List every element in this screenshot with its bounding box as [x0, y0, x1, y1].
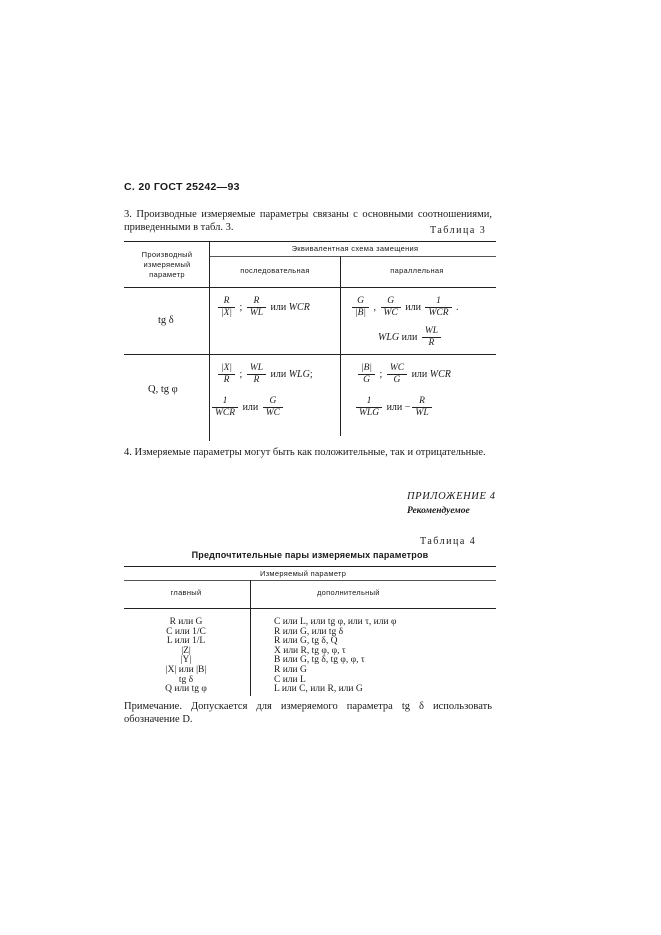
formula-row1-parallel-2: WLG или $\frac{WL}{R}$ — [378, 326, 443, 350]
paragraph-4: 4. Измеряемые параметры могут быть как положительные, так и отрицательные. — [124, 447, 486, 458]
appendix-subtitle: Рекомендуемое — [407, 506, 470, 516]
table4-extra-item: R или G — [274, 664, 307, 675]
table4-extra-item: X или R, tg φ, φ, τ — [274, 645, 346, 656]
table4-extra-item: B или G, tg δ, tg φ, φ, τ — [274, 655, 365, 666]
appendix-title: ПРИЛОЖЕНИЕ 4 — [407, 491, 496, 502]
formula-row2-series-1: $\frac{|X|}{R}$ ; $\frac{WL}{R}$ или WLG; — [216, 363, 313, 387]
note-text: Примечание. Допускается для измеряемого параметра tg δ использовать обозначение D. — [124, 701, 492, 725]
table4-col1-header: главный — [170, 588, 202, 597]
table4-title: Предпочтительные пары измеряемых параметров — [191, 550, 429, 560]
formula-row2-parallel-1: $\frac{|B|}{G}$ ; $\frac{WC}{G}$ или WCR — [356, 363, 451, 387]
table3-head-rule — [124, 287, 496, 288]
table3-sub2-header: параллельная — [390, 266, 444, 275]
table3-row-rule — [124, 354, 496, 355]
paragraph-3: 3. Производные измеряемые параметры связаны с основными соотношениями, приведенными в табл. 3. — [124, 209, 492, 233]
table3-sub-divider — [340, 256, 341, 436]
table4-main-item: |X| или |B| — [165, 664, 207, 675]
table4-main-item: tg δ — [178, 674, 194, 685]
table4-main-item: |Z| — [181, 645, 191, 656]
table3-group-header: Эквивалентная схема замещения — [291, 244, 419, 253]
table4-extra-column — [274, 618, 396, 695]
table4-head-rule — [124, 608, 496, 609]
table4-extra-item: L или C, или R, или G — [274, 684, 363, 695]
table4-caption: Таблица 4 — [420, 536, 477, 547]
table4-extra-item: R или G, tg δ, Q — [274, 636, 338, 647]
formula-row2-parallel-2: $\frac{1}{\text{WLG}}$ или − $\frac{R}{WL}$ — [354, 396, 434, 420]
table4-main-item: R или G — [169, 617, 203, 627]
table4-col-divider — [250, 580, 251, 696]
table4-main-item: |Y| — [180, 655, 192, 666]
table3-col1-header: Производный измеряемый параметр — [141, 250, 193, 279]
table3-row1-label: tg δ — [158, 315, 174, 326]
table4-group-rule — [124, 580, 496, 581]
table3-row2-label: Q, tg φ — [148, 384, 178, 395]
table4-col2-header: дополнительный — [317, 588, 380, 597]
table4-extra-item: C или L — [274, 674, 306, 685]
table3-caption: Таблица 3 — [430, 225, 487, 236]
table3-top-rule — [124, 241, 496, 242]
table4-main-item: C или 1/C — [166, 626, 206, 637]
table4-main-item: L или 1/L — [166, 636, 206, 647]
table3-group-rule — [210, 256, 496, 257]
table4-main-item: Q или tg φ — [165, 684, 207, 695]
table4-extra-item: C или L, или tg φ, или τ, или φ — [274, 617, 397, 627]
formula-row1-series: $\frac{R}{|X|}$ ; $\frac{R}{WL}$ или WCR — [216, 296, 310, 320]
table4-main-column — [124, 618, 248, 695]
table4-group-header: Измеряемый параметр — [260, 569, 347, 578]
table3-sub1-header: последовательная — [240, 266, 310, 275]
page-header: С. 20 ГОСТ 25242—93 — [124, 181, 240, 193]
table4-top-rule — [124, 566, 496, 567]
formula-row2-series-2: $\frac{1}{\text{WCR}}$ или $\frac{G}{WC}$ — [210, 396, 285, 420]
table4-extra-item: R или G, или tg δ — [274, 626, 344, 637]
formula-row1-parallel-1: $\frac{G}{|B|}$ , $\frac{G}{WC}$ или $\frac{1}{\text{WCR}}$ . — [350, 296, 459, 320]
